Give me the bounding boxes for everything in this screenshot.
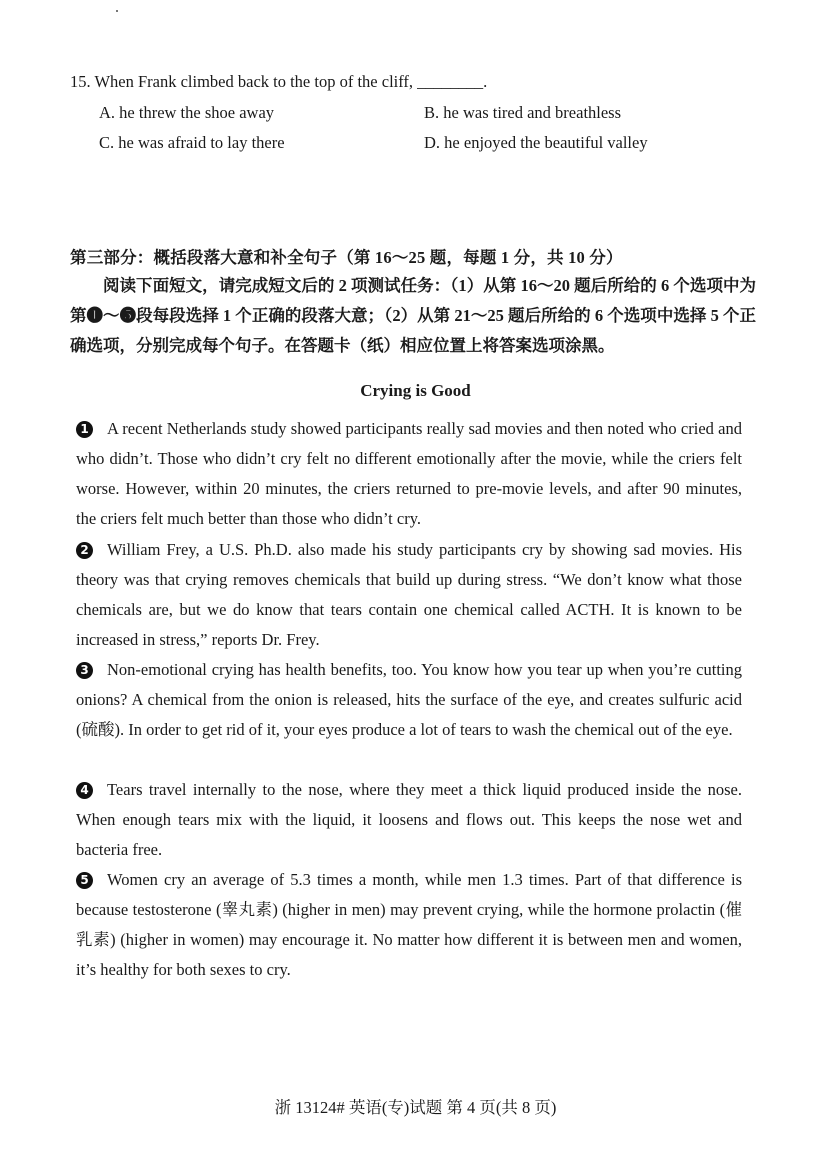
paragraph-number-badge: 4	[76, 782, 93, 799]
paragraph-number-badge: 1	[76, 421, 93, 438]
paragraph-text: Tears travel internally to the nose, where they meet a thick liquid produced inside the nose. When enough tears mix with the liquid, it loosens and flows out. This keeps the nose wet and bacteria free.	[76, 780, 742, 859]
paragraph-text: Non-emotional crying has health benefits, too. You know how you tear up when you’re cutting onions? A chemical from the onion is released, hits the surface of the eye, and creates sulfuric acid (硫酸). In order to get rid of it, your eyes produce a lot of tears to wash the chemical out of the eye.	[76, 660, 742, 739]
page-footer: 浙 13124# 英语(专)试题 第 4 页(共 8 页)	[274, 1098, 557, 1117]
paragraph-5	[76, 865, 742, 985]
paragraph-2	[76, 535, 742, 655]
paragraph-text: Women cry an average of 5.3 times a month, while men 1.3 times. Part of that difference is because testosterone (睾丸素) (higher in men) may prevent crying, while the hormone prolactin (催乳素) (higher in women) may encourage it. No matter how different it is between men and women, it’s healthy for both sexes to cry.	[76, 870, 742, 979]
option-a: A. he threw the shoe away	[99, 103, 275, 122]
paragraph-text: William Frey, a U.S. Ph.D. also made his study participants cry by showing sad movies. His theory was that crying removes chemicals that build up during stress. “We don’t know what those chemicals are, but we do know that tears contain one chemical called ACTH. It is known to be increased in stress,” reports Dr. Frey.	[76, 540, 742, 649]
option-c: C. he was afraid to lay there	[99, 133, 285, 152]
paragraph-number-badge: 3	[76, 662, 93, 679]
article-title: Crying is Good	[360, 381, 471, 400]
section-title: 第三部分：概括段落大意和补全句子（第 16～25 题，每题 1 分，共 10 分）	[70, 248, 623, 267]
paragraph-1	[76, 414, 742, 534]
paragraph-3	[76, 655, 742, 745]
paragraph-number-badge: 2	[76, 542, 93, 559]
paragraph-number-badge: 5	[76, 872, 93, 889]
section-instructions: 阅读下面短文，请完成短文后的 2 项测试任务：（1）从第 16～20 题后所给的 6 个选项中为第❶～❺段每段选择 1 个正确的段落大意；（2）从第 21～25 题后所给的 6 个选项中选择 5 个正确选项，分别完成每个句子。在答题卡（纸）相应位置上将答案选项涂黑。	[70, 276, 756, 355]
option-b: B. he was tired and breathless	[424, 103, 622, 122]
paragraph-text: A recent Netherlands study showed participants really sad movies and then noted who cried and who didn’t. Those who didn’t cry felt no different emotionally after the movie, while the criers felt worse. However, within 20 minutes, the criers returned to pre-movie levels, and after 90 minutes, the criers felt much better than those who didn’t cry.	[76, 419, 742, 528]
option-d: D. he enjoyed the beautiful valley	[424, 133, 648, 152]
question-15-stem: 15. When Frank climbed back to the top of the cliff, ________.	[70, 72, 488, 91]
paragraph-4	[76, 775, 742, 865]
scan-speck	[116, 10, 118, 12]
